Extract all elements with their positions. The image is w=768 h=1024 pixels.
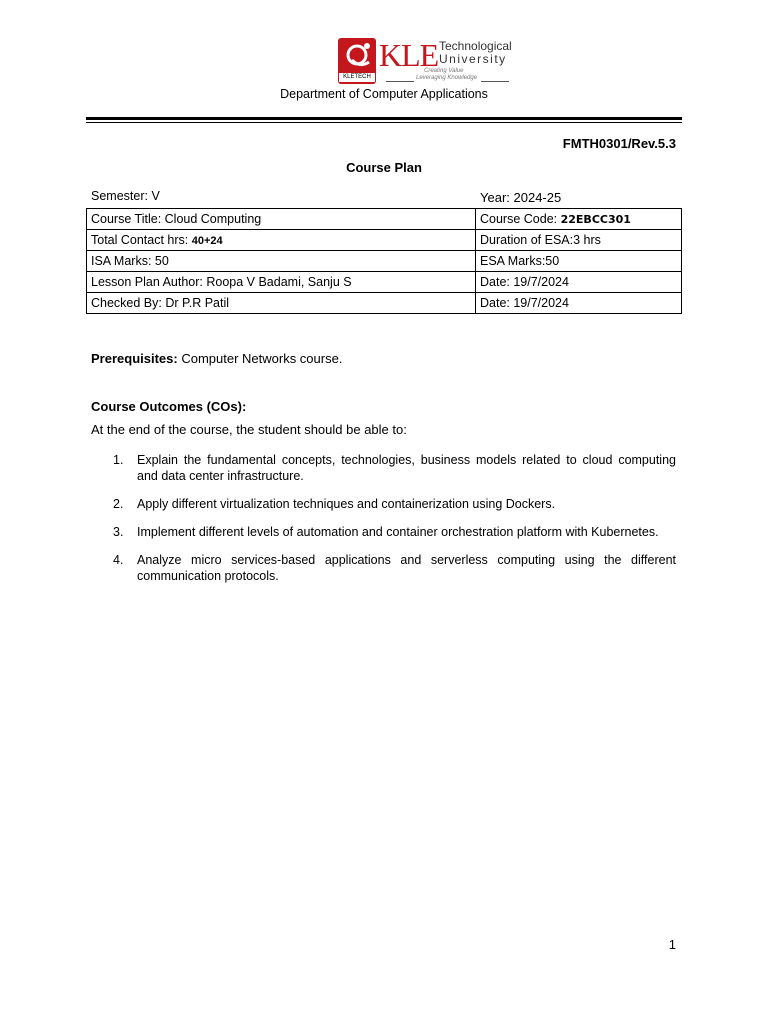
tagline-1: Creating Value [424,68,464,74]
swirl-icon [338,38,376,74]
table-row [87,272,682,293]
semester [91,189,160,203]
course-info-table [86,208,682,314]
course-code-value: 22EBCC301 [560,213,631,226]
tagline-rule-left [386,81,414,82]
prerequisites-text: Computer Networks course. [181,351,343,366]
list-item-text: Apply different virtualization techniques and containerization using Dockers. [137,497,556,511]
university-logo [338,38,518,86]
author-date-cell: Date: 19/7/2024 [476,272,682,293]
list-item-text: Implement different levels of automation and container orchestration platform with Kubernetes. [137,525,659,539]
department-name: Department of Computer Applications [280,87,488,101]
list-item [91,552,676,584]
page-title: Course Plan [346,160,422,175]
contact-hours-label: Total Contact hrs: [91,233,189,247]
contact-hours-cell [87,230,476,251]
table-row [87,293,682,314]
list-item-text: Analyze micro services-based applications and serverless computing using the different communication protocols. [137,553,676,583]
contact-hours-value: 40+24 [191,235,223,247]
tagline-rule-right [481,81,509,82]
course-code-cell [476,209,682,230]
list-item-number: 1. [113,453,124,467]
tagline-2: Leveraging Knowledge [416,75,478,81]
header-rule-thin [86,122,682,123]
course-code-label: Course Code: [480,212,558,226]
outcomes-heading: Course Outcomes (COs): [91,399,247,414]
brand-name: KLE [379,37,439,73]
brand-line-1: Technological [439,39,512,53]
year-value: 2024-25 [513,190,562,205]
kletech-badge [338,38,376,84]
outcomes-list [91,452,676,596]
form-code: FMTH0301/Rev.5.3 [562,136,676,151]
checked-by-cell: Checked By: Dr P.R Patil [87,293,476,314]
brand-line-2: University [439,52,507,66]
semester-label: Semester: [91,189,148,203]
semester-value: V [151,189,160,203]
prerequisites [91,351,342,366]
outcomes-intro: At the end of the course, the student should be able to: [91,422,407,437]
author-cell: Lesson Plan Author: Roopa V Badami, Sanju S [87,272,476,293]
list-item-text: Explain the fundamental concepts, technologies, business models related to cloud computing and data center infrastructure. [137,453,676,483]
table-row [87,251,682,272]
list-item [91,496,676,512]
prerequisites-label: Prerequisites: [91,351,178,366]
esa-duration-cell: Duration of ESA:3 hrs [476,230,682,251]
isa-marks-cell: ISA Marks: 50 [87,251,476,272]
list-item [91,452,676,484]
header-rule-thick [86,117,682,120]
checked-date-cell: Date: 19/7/2024 [476,293,682,314]
list-item-number: 4. [113,553,124,567]
table-row [87,230,682,251]
badge-label: KLETECH [339,73,375,82]
year-label: Year: [480,190,510,205]
course-title-cell: Course Title: Cloud Computing [87,209,476,230]
esa-marks-cell: ESA Marks:50 [476,251,682,272]
table-row [87,209,682,230]
year [480,190,561,205]
list-item-number: 3. [113,525,124,539]
page-number: 1 [668,937,676,952]
list-item [91,524,676,540]
list-item-number: 2. [113,497,124,511]
